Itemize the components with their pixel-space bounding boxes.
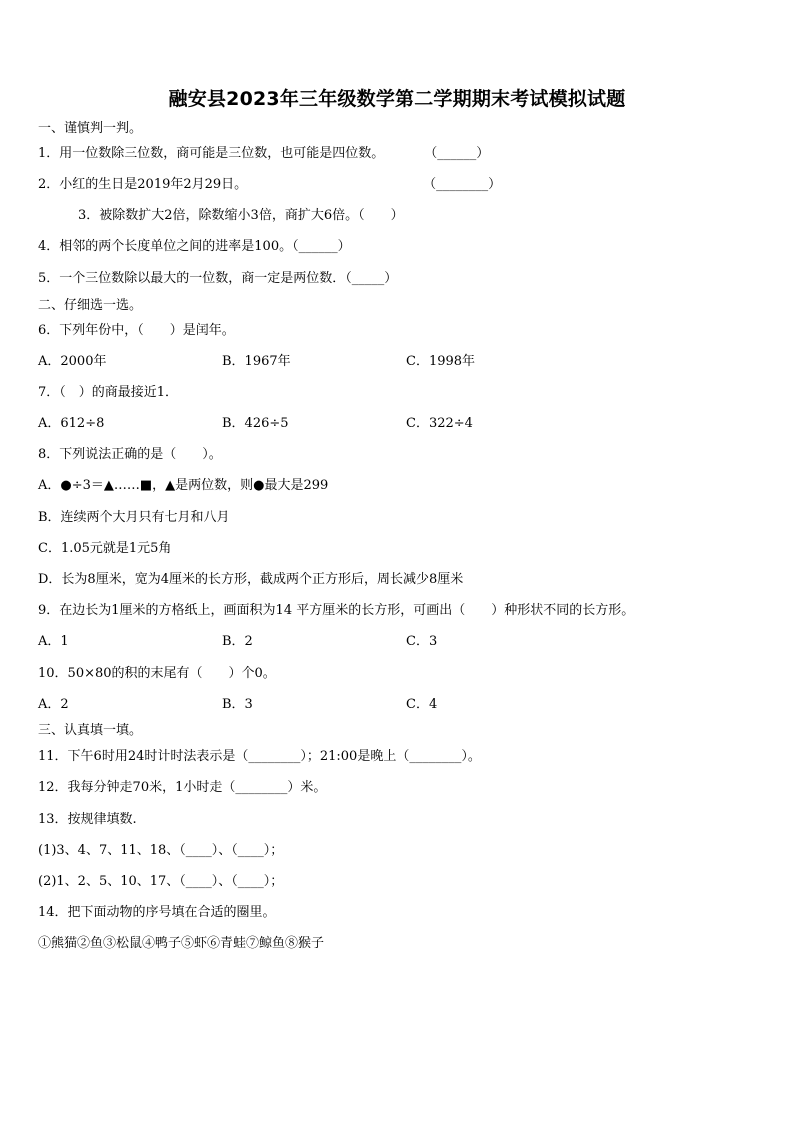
- question-10-option-a[interactable]: A．2: [38, 697, 69, 712]
- question-13-sub-2: (2)1、2、5、10、17、（____）、（____）；: [38, 874, 284, 889]
- question-2-text: 2．小红的生日是2019年2月29日。: [38, 177, 248, 192]
- question-13-sub-1: (1)3、4、7、11、18、（____）、（____）；: [38, 843, 284, 858]
- question-2-answer-blank[interactable]: （________）: [423, 177, 502, 192]
- question-7: 7．（ ）的商最接近1．: [38, 385, 179, 400]
- question-7-option-c[interactable]: C．322÷4: [406, 416, 473, 431]
- section-heading-fill: 三、认真填一填。: [38, 723, 143, 738]
- question-1-answer-blank[interactable]: （______）: [424, 146, 490, 161]
- question-8-option-c[interactable]: C．1.05元就是1元5角: [38, 541, 172, 556]
- question-9: 9．在边长为1厘米的方格纸上，画面积为14 平方厘米的长方形，可画出（ ）种形状不同的长方形。: [38, 603, 635, 618]
- question-9-option-b[interactable]: B．2: [222, 634, 253, 649]
- question-10-option-b[interactable]: B．3: [222, 697, 253, 712]
- question-5: 5．一个三位数除以最大的一位数，商一定是两位数．（_____）: [38, 271, 398, 286]
- question-4: 4．相邻的两个长度单位之间的进率是100。（______）: [38, 239, 351, 254]
- question-6-option-c[interactable]: C．1998年: [406, 354, 476, 369]
- question-7-option-b[interactable]: B．426÷5: [222, 416, 289, 431]
- question-11: 11．下午6时用24时计时法表示是（________）；21:00是晚上（________）。: [38, 749, 481, 764]
- question-10-option-c[interactable]: C．4: [406, 697, 438, 712]
- question-6-option-b[interactable]: B．1967年: [222, 354, 291, 369]
- question-1-text: 1．用一位数除三位数，商可能是三位数，也可能是四位数。: [38, 146, 385, 161]
- question-6-option-a[interactable]: A．2000年: [38, 354, 107, 369]
- page-title: 融安县2023年三年级数学第二学期期末考试模拟试题: [168, 88, 626, 110]
- question-9-option-c[interactable]: C．3: [406, 634, 438, 649]
- question-14: 14．把下面动物的序号填在合适的圈里。: [38, 905, 276, 920]
- question-13: 13．按规律填数.: [38, 812, 137, 827]
- section-heading-judge: 一、谨慎判一判。: [38, 121, 143, 136]
- question-2: [38, 176, 501, 194]
- question-3: 3．被除数扩大2倍，除数缩小3倍，商扩大6倍。（ ）: [78, 208, 404, 223]
- question-6: 6．下列年份中，（ ）是闰年。: [38, 323, 235, 338]
- question-10: 10．50×80的积的末尾有（ ）个0。: [38, 666, 276, 681]
- question-12: 12．我每分钟走70米，1小时走（________）米。: [38, 780, 327, 795]
- question-14-animal-list: ①熊猫②鱼③松鼠④鸭子⑤虾⑥青蛙⑦鲸鱼⑧猴子: [38, 936, 325, 951]
- section-heading-choose: 二、仔细选一选。: [38, 298, 143, 313]
- question-8: 8．下列说法正确的是（ ）。: [38, 447, 222, 462]
- question-1: [38, 145, 489, 163]
- question-8-option-a[interactable]: A．●÷3＝▲……■，▲是两位数，则●最大是299: [38, 478, 329, 493]
- question-9-option-a[interactable]: A．1: [38, 634, 69, 649]
- question-8-option-b[interactable]: B．连续两个大月只有七月和八月: [38, 510, 230, 525]
- question-7-option-a[interactable]: A．612÷8: [38, 416, 105, 431]
- question-8-option-d[interactable]: D．长为8厘米，宽为4厘米的长方形，截成两个正方形后，周长减少8厘米: [38, 572, 464, 587]
